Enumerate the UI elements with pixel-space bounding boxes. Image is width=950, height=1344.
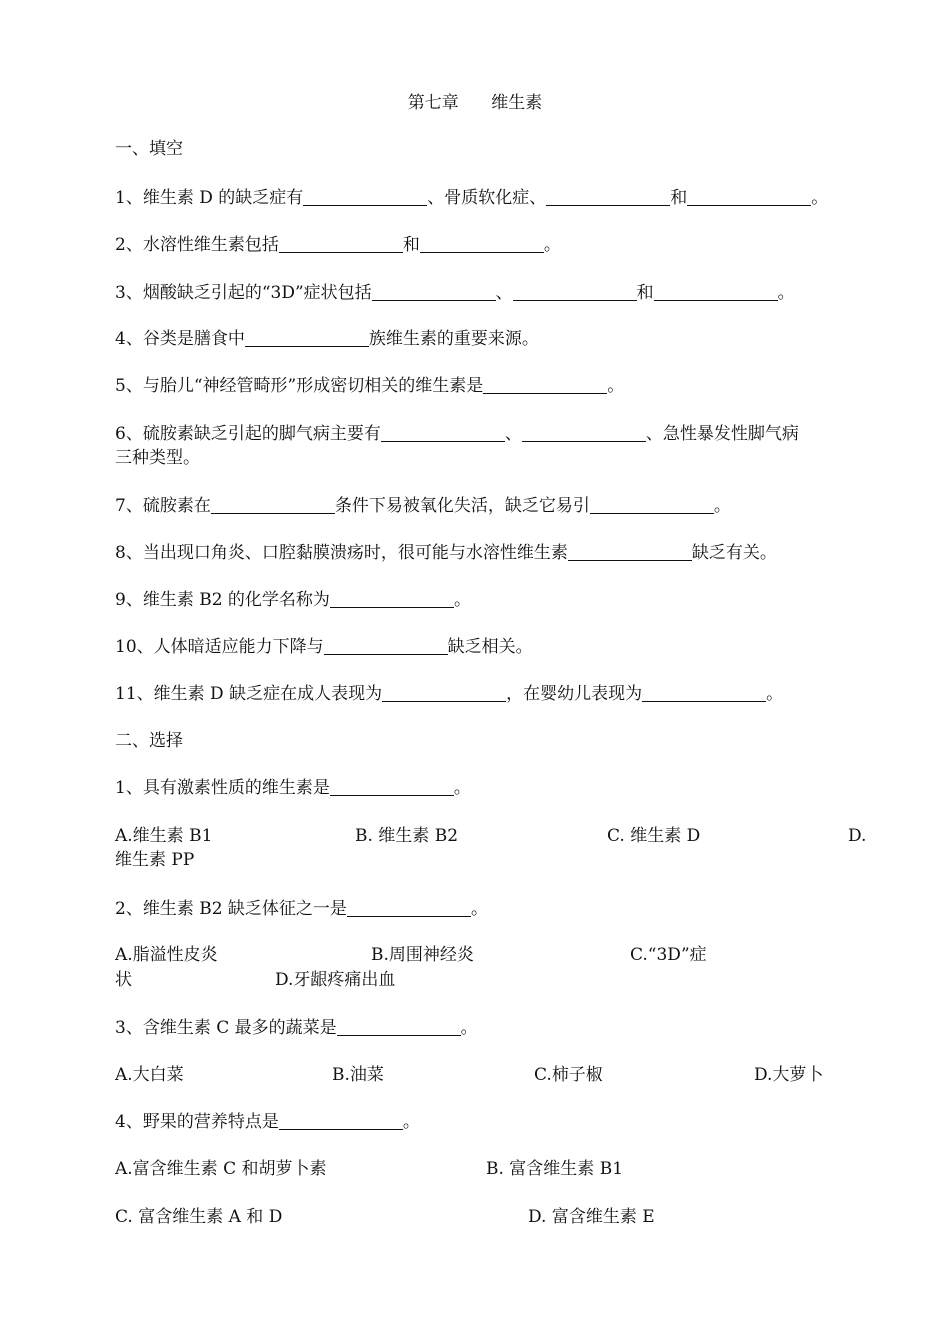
question-text: 。: [543, 235, 561, 255]
answer-blank[interactable]: [324, 636, 448, 655]
question-text: 。: [453, 590, 471, 610]
fill-question-11: [115, 682, 783, 706]
chapter-title: 第七章 维生素: [407, 93, 543, 113]
choice-2-option-a[interactable]: A.脂溢性皮炎: [115, 945, 218, 965]
choice-1-option-b[interactable]: B. 维生素 B2: [355, 826, 459, 846]
choice-1-option-d-continued: 维生素 PP: [115, 850, 195, 870]
question-text: 3、烟酸缺乏引起的“3D”症状包括: [115, 283, 372, 303]
section-heading-fill: 一、填空: [115, 139, 183, 159]
question-text: 缺乏相关。: [447, 637, 533, 657]
question-text: 2、水溶性维生素包括: [115, 235, 279, 255]
fill-question-6: [115, 422, 799, 446]
choice-question-2: [115, 897, 488, 921]
choice-2-option-d[interactable]: D.牙龈疼痛出血: [275, 970, 396, 990]
fill-question-6-continued: 三种类型。: [115, 448, 200, 468]
fill-question-5: [115, 374, 624, 398]
question-text: 10、人体暗适应能力下降与: [115, 637, 324, 657]
question-text: 11、维生素 D 缺乏症在成人表现为: [115, 684, 383, 704]
answer-blank[interactable]: [483, 375, 607, 394]
choice-question-1: [115, 776, 471, 800]
answer-blank[interactable]: [568, 542, 692, 561]
choice-question-3: [115, 1016, 478, 1040]
question-text: 、急性暴发性脚气病: [645, 424, 799, 444]
question-text: 。: [713, 496, 731, 516]
answer-blank[interactable]: [590, 495, 714, 514]
answer-blank[interactable]: [642, 683, 766, 702]
question-text: 。: [460, 1018, 478, 1038]
choice-4-option-c[interactable]: C. 富含维生素 A 和 D: [115, 1207, 283, 1227]
choice-4-option-d[interactable]: D. 富含维生素 E: [528, 1207, 655, 1227]
section-heading-choice: 二、选择: [115, 731, 183, 751]
question-text: 。: [402, 1112, 420, 1132]
answer-blank[interactable]: [381, 423, 505, 442]
question-text: 。: [453, 778, 471, 798]
question-text: 缺乏有关。: [691, 543, 777, 563]
question-text: 8、当出现口角炎、口腔黏膜溃疡时，很可能与水溶性维生素: [115, 543, 568, 563]
fill-question-9: [115, 588, 471, 612]
question-text: 。: [777, 283, 795, 303]
question-text: 和: [402, 235, 420, 255]
fill-question-1: [115, 186, 828, 210]
choice-2-option-b[interactable]: B.周围神经炎: [371, 945, 474, 965]
answer-blank[interactable]: [546, 187, 670, 206]
question-text: 。: [607, 376, 625, 396]
choice-3-option-c[interactable]: C.柿子椒: [534, 1065, 603, 1085]
choice-3-option-b[interactable]: B.油菜: [332, 1065, 384, 1085]
answer-blank[interactable]: [347, 898, 471, 917]
fill-question-2: [115, 233, 561, 257]
answer-blank[interactable]: [513, 282, 637, 301]
answer-blank[interactable]: [337, 1017, 461, 1036]
answer-blank[interactable]: [687, 187, 811, 206]
answer-blank[interactable]: [382, 683, 506, 702]
question-text: 。: [470, 899, 488, 919]
answer-blank[interactable]: [330, 589, 454, 608]
question-text: 4、野果的营养特点是: [115, 1112, 279, 1132]
choice-4-option-b[interactable]: B. 富含维生素 B1: [486, 1159, 624, 1179]
question-text: 条件下易被氧化失活，缺乏它易引: [334, 496, 590, 516]
question-text: ，在婴幼儿表现为: [506, 684, 643, 704]
question-text: 3、含维生素 C 最多的蔬菜是: [115, 1018, 337, 1038]
choice-2-option-c-continued: 状: [115, 970, 132, 990]
question-text: 5、与胎儿“神经管畸形”形成密切相关的维生素是: [115, 376, 484, 396]
fill-question-4: [115, 327, 539, 351]
answer-blank[interactable]: [279, 234, 403, 253]
answer-blank[interactable]: [245, 328, 369, 347]
question-text: 和: [670, 188, 688, 208]
fill-question-7: [115, 494, 731, 518]
choice-1-option-c[interactable]: C. 维生素 D: [607, 826, 701, 846]
question-text: 2、维生素 B2 缺乏体征之一是: [115, 899, 347, 919]
question-text: 。: [811, 188, 829, 208]
answer-blank[interactable]: [522, 423, 646, 442]
choice-1-option-a[interactable]: A.维生素 B1: [115, 826, 213, 846]
question-text: 7、硫胺素在: [115, 496, 211, 516]
choice-question-4: [115, 1110, 420, 1134]
choice-2-option-c[interactable]: C.“3D”症: [630, 945, 707, 965]
fill-question-3: [115, 281, 795, 305]
question-text: 1、维生素 D 的缺乏症有: [115, 188, 304, 208]
answer-blank[interactable]: [420, 234, 544, 253]
answer-blank[interactable]: [279, 1111, 403, 1130]
choice-4-option-a[interactable]: A.富含维生素 C 和胡萝卜素: [115, 1159, 327, 1179]
question-text: 9、维生素 B2 的化学名称为: [115, 590, 330, 610]
question-text: 1、具有激素性质的维生素是: [115, 778, 330, 798]
choice-1-option-d[interactable]: D.: [848, 826, 867, 846]
question-text: 、: [495, 283, 513, 303]
fill-question-10: [115, 635, 533, 659]
answer-blank[interactable]: [654, 282, 778, 301]
question-text: 。: [766, 684, 784, 704]
question-text: 6、硫胺素缺乏引起的脚气病主要有: [115, 424, 381, 444]
fill-question-8: [115, 541, 777, 565]
answer-blank[interactable]: [303, 187, 427, 206]
question-text: 、: [504, 424, 522, 444]
question-text: 和: [636, 283, 654, 303]
answer-blank[interactable]: [211, 495, 335, 514]
answer-blank[interactable]: [372, 282, 496, 301]
choice-3-option-d[interactable]: D.大萝卜: [754, 1065, 824, 1085]
question-text: 4、谷类是膳食中: [115, 329, 245, 349]
question-text: 族维生素的重要来源。: [368, 329, 539, 349]
answer-blank[interactable]: [330, 777, 454, 796]
choice-3-option-a[interactable]: A.大白菜: [115, 1065, 184, 1085]
question-text: 、骨质软化症、: [427, 188, 547, 208]
